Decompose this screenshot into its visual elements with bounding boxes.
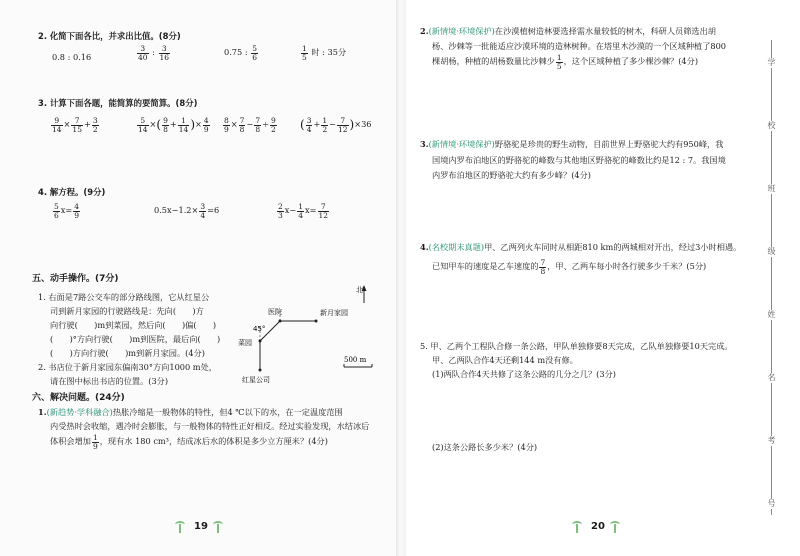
route-map	[230, 285, 380, 385]
sec5-p1-line2: 司到新月家园的行驶路线是：先向( )方	[50, 306, 204, 316]
sec5-p1-line3: 向行驶( )m到菜园，然后向( )偏( )	[50, 320, 217, 330]
garden-point	[259, 340, 262, 343]
q4-item-2: 0.5x−1.2× $\frac{3}{4}$ =6	[154, 202, 220, 220]
company-label: 红星公司	[242, 376, 270, 384]
garden-label: 菜园	[238, 339, 252, 347]
q3-item-1: $\frac{9}{14}$ × $\frac{7}{15}$ + $\frac{3}{2}$	[52, 116, 98, 134]
page-number-left: 19	[194, 521, 208, 532]
sec6-p1-line3: 体积会增加 $\frac{1}{9}$ ，现有水 180 cm³，结成冰后水的体积是多少立方厘米？(4分)	[50, 433, 328, 451]
q4-item-1: $\frac{5}{6}$ x= $\frac{4}{9}$	[54, 202, 80, 220]
hospital-label: 医院	[268, 308, 282, 316]
sec5-p1-line4: ( )°方向行驶( )m到医院，最后向( )	[50, 334, 221, 344]
r-q3-line3: 内罗布泊地区的野骆驼大约有多少峰？(4分)	[432, 170, 591, 180]
hospital-point	[279, 320, 282, 323]
company-point	[259, 369, 262, 372]
sidebar-char-1: 学	[767, 58, 776, 67]
sec5-p1-line5: ( )方向行驶( )m到新月家园。(4分)	[50, 348, 205, 358]
home-point	[315, 320, 318, 323]
q4-title: 4. 解方程。(9分)	[38, 187, 106, 197]
q2-item-1: 0.8 : 0.16	[52, 52, 92, 62]
section-6-title: 六、解决问题。(24分)	[32, 393, 125, 403]
q3-title: 3. 计算下面各题，能简算的要简算。(8分)	[38, 98, 198, 108]
north-label: 北	[356, 286, 363, 294]
r-q2-line3: 棵胡杨，种植的胡杨数量比沙棘少 $\frac{1}{5}$ ，这个区域种植了多少棵沙棘？(4分)	[432, 53, 699, 71]
home-label: 新月家园	[320, 309, 348, 317]
section-5-title: 五、动手操作。(7分)	[32, 274, 119, 284]
r-q4-line2: 已知甲车的速度是乙车速度的 $\frac{7}{8}$ ，甲、乙两车每小时各行驶多少千米？(5分)	[432, 258, 707, 276]
sidebar-char-5: 姓	[767, 310, 776, 319]
sidebar-char-6: 名	[767, 373, 776, 382]
r-q4-line1: 4.(名校期末真题)甲、乙两列火车同时从相距810 km的两城相对开出，经过3小时相遇。	[420, 242, 742, 252]
sidebar-char-3: 班	[767, 184, 776, 193]
r-q5-line2: 甲、乙两队合作4天还剩144 m没有修。	[432, 355, 578, 365]
route-line	[260, 321, 316, 370]
sec5-p2-line2: 请在图中标出书店的位置。(3分)	[50, 376, 169, 386]
angle-label: 45°	[253, 325, 266, 333]
sprout-icon	[610, 521, 620, 533]
sidebar-char-2: 校	[767, 121, 776, 130]
q4-item-3: $\frac{2}{3}$ x− $\frac{1}{4}$ x= $\frac{7}{12}$	[278, 202, 329, 220]
r-q5-sub1: (1)两队合作4天共修了这条公路的几分之几？(3分)	[432, 369, 616, 379]
q2-item-2: $\frac{3}{40}$ : $\frac{3}{16}$	[138, 44, 170, 62]
sec5-p2-line1: 2. 书店位于新月家园东偏南30°方向1000 m处，	[38, 362, 217, 372]
sidebar-char-4: 级	[767, 247, 776, 256]
r-q5-sub2: (2)这条公路长多少米？(4分)	[432, 442, 538, 452]
scale-label: 500 m	[344, 356, 367, 364]
sec6-p1-line2: 内受热时会收缩，遇冷时会膨胀，与一般物体的特性正好相反。经过实验发现，水结冰后	[50, 421, 370, 431]
sidebar-char-8: 号	[767, 499, 776, 508]
q3-item-4: ( $\frac{3}{4}$ + $\frac{1}{2}$ − $\frac{7}{12}$ )×36	[300, 116, 372, 134]
q2-item-4: $\frac{1}{5}$ 时 : 35分	[302, 44, 347, 62]
sec5-p1-line1: 1. 右面是7路公交车的部分路线图，它从红星公	[38, 292, 210, 302]
r-q2-line2: 杨、沙棘等一批能适应沙漠环境的造林树种。在塔里木沙漠的一个区域种植了800	[432, 41, 727, 51]
sprout-icon	[572, 521, 582, 533]
sidebar-char-7: 考	[767, 436, 776, 445]
sprout-icon	[175, 521, 185, 533]
page-binding	[396, 0, 406, 556]
q3-item-2: $\frac{5}{14}$ ×( $\frac{9}{8}$ + $\frac{1}{14}$ )× $\frac{4}{9}$	[138, 116, 209, 134]
right-page	[400, 0, 800, 556]
r-q2-line1: 2.(新情境·环境保护)在沙漠植树造林要选择需水量较低的树木，科研人员筛选出胡	[420, 26, 716, 36]
sprout-icon	[213, 521, 223, 533]
q3-item-3: $\frac{8}{9}$ × $\frac{7}{8}$ − $\frac{7}{8}$ ÷ $\frac{9}{2}$	[224, 116, 276, 134]
r-q5-line1: 5. 甲、乙两个工程队合修一条公路，甲队单独修要8天完成，乙队单独修要10天完成。	[420, 341, 733, 351]
r-q3-line2: 国境内罗布泊地区的野骆驼的峰数与其他地区野骆驼的峰数比约是12 : 7。我国境	[432, 155, 726, 165]
q2-item-3: 0.75 : $\frac{5}{6}$	[224, 44, 257, 62]
page-number-right: 20	[591, 521, 605, 532]
sec6-p1-line1: 1.(新趋势·学科融合)热胀冷缩是一般物体的特性，但4 ℃以下的水，在一定温度范围	[38, 407, 343, 417]
q2-title: 2. 化简下面各比，并求出比值。(8分)	[38, 31, 181, 41]
r-q3-line1: 3.(新情境·环境保护)野骆驼是珍贵的野生动物，目前世界上野骆驼大约有950峰，我	[420, 139, 724, 149]
